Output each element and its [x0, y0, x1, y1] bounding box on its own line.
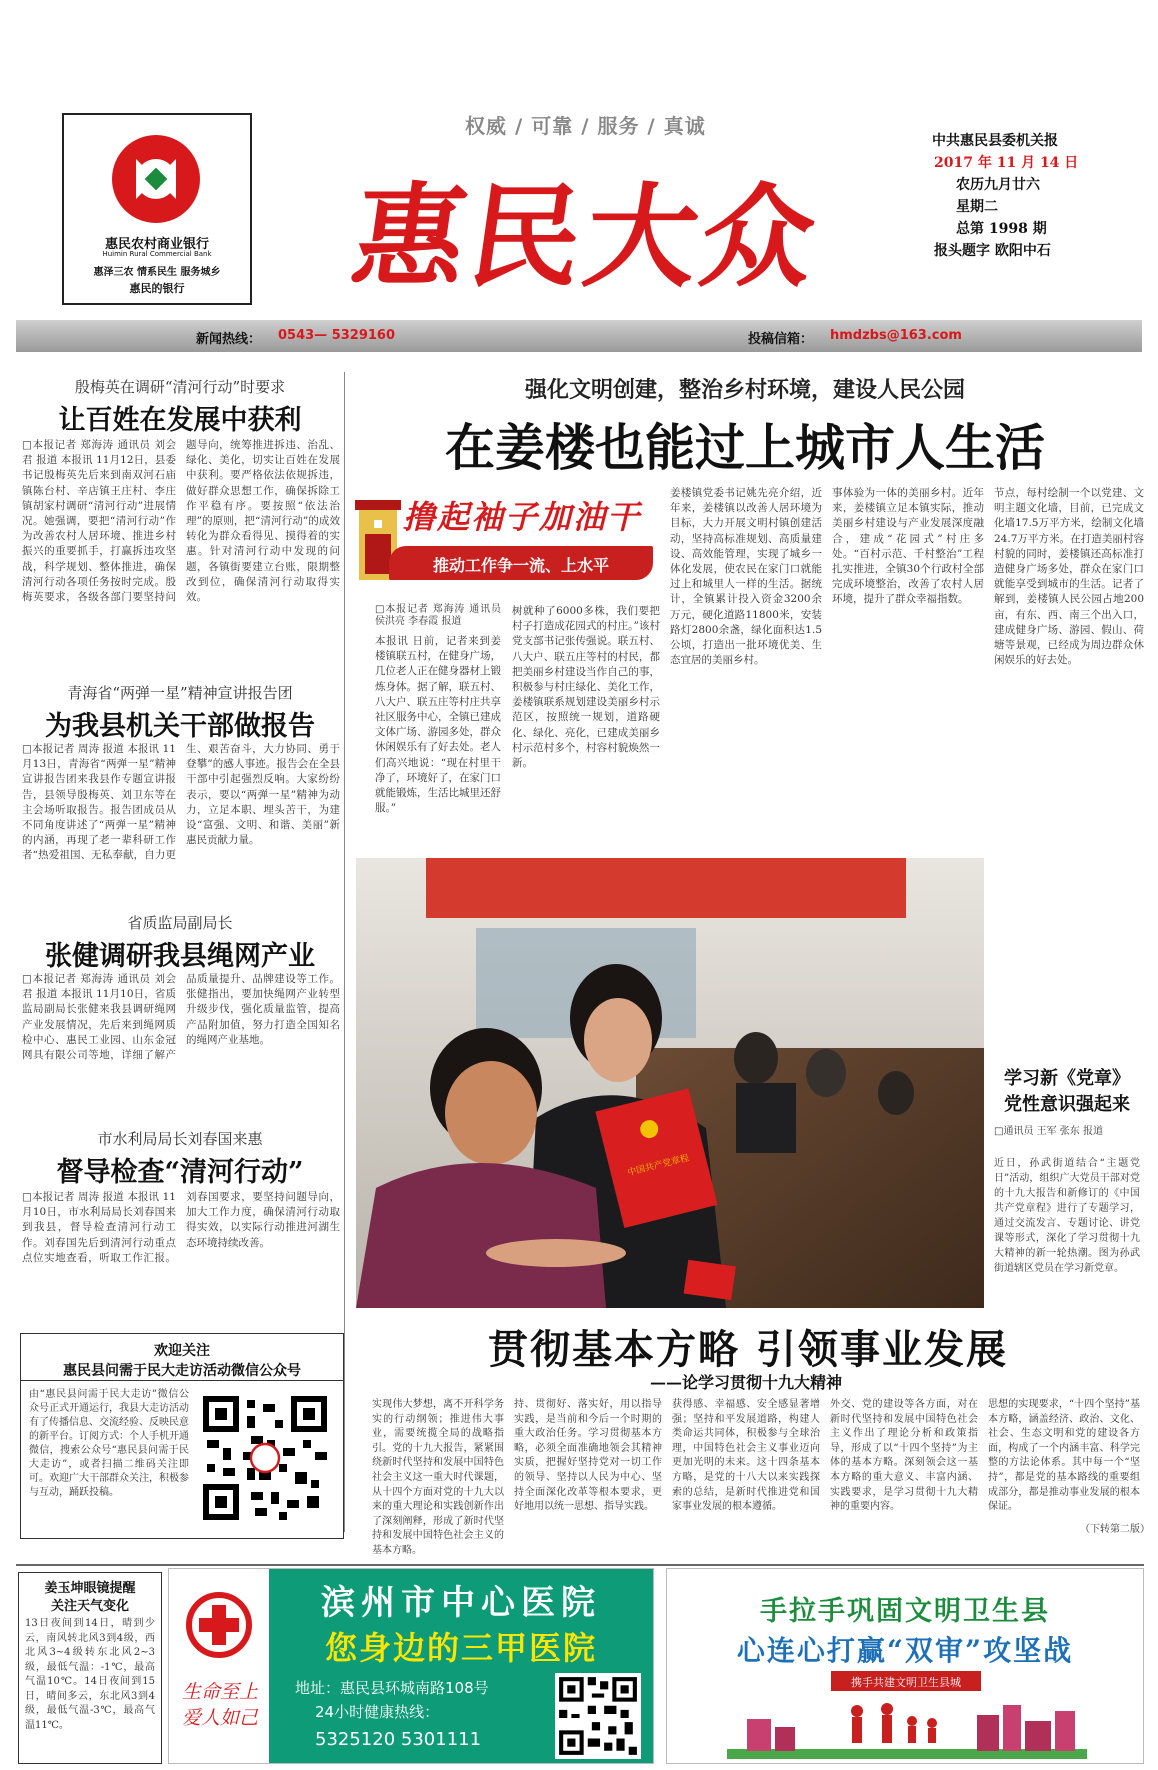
weather-body: 13日夜间到14日，晴到少云，南风转北风3到4级，西北风3~4级转东北风2~3级，最低气温：-1℃，最高气温10℃。14日夜间到15日，晴间多云，东北风3到4级，最低气温-3℃，最高气温11℃。 — [25, 1618, 155, 1731]
caption-body: 近日，孙武街道结合“主题党日”活动，组织广大党员干部对党的十九大报告和新修订的《中国共产党章程》进行了专题学习，通过交流发言、专题讨论、讲党课等形式，深化了学习贯彻十九大精神的新一轮热潮。图为孙武街道辖区党员在学习新党章。 — [994, 1158, 1140, 1274]
a3-body: □本报记者 郑海涛 通讯员 刘会君 报道 本报讯 11月10日，省质监局副局长张健来我县调研绳网产业发展情况，先后来到绳网质检中心、惠民工业园、山东金冠网具有限公司等地，详细了解产品质量提升、品牌建设等工作。张健指出，要加快绳网产业转型升级步伐，强化质量监管，提高产品附加值，努力打造全国知名的绳网产业基地。 — [22, 973, 340, 1062]
bank-logo-icon — [100, 129, 212, 229]
email-value[interactable]: hmdzbs@163.com — [830, 328, 962, 343]
photo-illustration — [356, 858, 984, 1308]
lead-col5: 节点，每村绘制一个以党建、文明主题文化墙，目前，已完成文化墙17.5万平方米，绘制文化墙24.7万平方米。在打造美丽村容村貌的同时，姜楼镇还高标准打造健身广场多处，群众在家门口就能享受到城市的生活。记者了解到，姜楼镇人民公园占地200亩，有东、西、南三个出入口，建成健身广场、游园、假山、荷塘等景观，已经成为周边群众休闲娱乐的好去处。 — [994, 487, 1144, 667]
family-city-icon — [727, 1697, 1087, 1759]
a1-kicker: 殷梅英在调研“清河行动”时要求 — [74, 378, 286, 396]
a1-body: □本报记者 郑海涛 通讯员 刘会君 报道 本报讯 11月12日，县委书记殷梅英先后来到南双河石庙镇陈台村、辛店镇王庄村、李庄镇胡家村调研“清河行动”进展情况。她强调，要把“清河行动”作为改善农村人居环境、推进乡村振兴的重要抓手，打赢拆违攻坚战，科学规划、整体推进，确保清河行动各项任务按时完成。殷梅英要求，各级各部门要坚持问题导向，统筹推进拆违、治乱、绿化、美化，切实让百姓在发展中获利。要严格依法依规拆违，做好群众思想工作，确保拆除工作平稳有序。要按照“依法治理”的原则，把“清河行动”的成效转化为群众看得见、摸得着的实惠。针对清河行动中发现的问题，各镇街要建立台账，限期整改到位，确保清河行动取得实效。 — [22, 439, 340, 604]
hospital-panel — [269, 1569, 653, 1763]
party-study-photo — [356, 858, 984, 1308]
a4-title: 督导检查“清河行动” — [56, 1157, 304, 1188]
lead-title: 在姜楼也能过上城市人生活 — [445, 419, 1045, 477]
a3-title: 张健调研我县绳网产业 — [45, 941, 315, 972]
banner-ribbon — [389, 546, 653, 580]
banner-sub: 推动工作争一流、上水平 — [432, 556, 609, 575]
weekday: 星期二 — [956, 199, 998, 215]
hospital-name: 滨州市中心医院 — [321, 1583, 601, 1623]
hospital-qr-code-icon[interactable] — [555, 1673, 641, 1759]
masthead-info — [928, 130, 1128, 262]
a3-kicker: 省质监局副局长 — [127, 914, 233, 932]
editorial-title: 贯彻基本方略 引领事业发展 — [488, 1326, 1008, 1373]
hospital-ad[interactable] — [168, 1568, 654, 1764]
lead-kicker: 强化文明创建，整治乡村环境，建设人民公园 — [524, 377, 965, 403]
notice-title: 欢迎关注 — [154, 1343, 210, 1359]
editorial-col3: 获得感、幸福感、安全感显著增强；坚持和平发展道路，构建人类命运共同体，积极参与全球治理，中国特色社会主义事业迈向更加光明的未来。这十四条基本方略，是党的十八大以来实践探索的总结，是新时代推进党和国家事业发展的根本遵循。 — [672, 1399, 820, 1513]
weather-title: 姜玉坤眼镜提醒 — [44, 1581, 136, 1596]
bank-name: 惠民农村商业银行 — [104, 237, 209, 252]
email-label: 投稿信箱： — [748, 332, 814, 347]
banner-script: 撸起袖子加油干 — [403, 498, 642, 536]
hotline-bar — [16, 320, 1142, 352]
hospital-slogan: 您身边的三甲医院 — [324, 1629, 597, 1667]
civic-line1: 手拉手巩固文明卫生县 — [760, 1596, 1050, 1627]
a2-body: □本报记者 周涛 报道 本报讯 11月13日，青海省“两弹一星”精神宣讲报告团来我县作专题宣讲报告，县领导殷梅英、刘卫东等在主会场听取报告。报告团成员从不同角度讲述了“两弹一星”精神的内涵，再现了老一辈科研工作者“热爱祖国、无私奉献，自力更生、艰苦奋斗，大力协同、勇于登攀”的感人事迹。报告会在全县干部中引起强烈反响。大家纷纷表示，要以“两弹一星”精神为动力，立足本职、埋头苦干，为建设“富强、文明、和谐、美丽”新惠民贡献力量。 — [22, 743, 340, 862]
hospital-phones[interactable]: 5325120 5301111 — [315, 1729, 482, 1750]
continued-note: （下转第二版） — [1080, 1524, 1150, 1535]
wechat-qr-code-icon[interactable] — [199, 1392, 331, 1524]
a1-title: 让百姓在发展中获利 — [58, 405, 302, 436]
a2-title: 为我县机关干部做报告 — [45, 711, 315, 742]
lunar-date: 农历九月廿六 — [956, 177, 1040, 193]
hospital-hotline-label: 24小时健康热线： — [315, 1703, 440, 1721]
hospital-address: 地址：惠民县环城南路108号 — [295, 1679, 489, 1697]
title-credit: 报头题字 欧阳中石 — [934, 243, 1051, 259]
red-book-label: 中国共产党章程 — [626, 1153, 691, 1179]
editorial-col5: 思想的实现要求，“十四个坚持”基本方略，涵盖经济、政治、文化、社会、生态文明和党的建设各方面，构成了一个内涵丰富、科学完整的方法论体系。其中每一个“坚持”，都是党的基本路线的重要组成部分，都是推动事业发展的根本保证。 — [988, 1399, 1140, 1513]
caption-byline: □通讯员 王军 张东 报道 — [994, 1126, 1103, 1137]
editorial-col1: 实现伟大梦想，离不开科学务实的行动纲领；推进伟大事业，需要统揽全局的战略指引。党的十九大报告，紧紧围绕新时代坚持和发展中国特色社会主义这一重大时代课题，从十四个方面对党的十九大以来的重大理论和实践创新作出了深刻阐释，形成了新时代坚持和发展中国特色社会主义的基本方略。 — [372, 1399, 504, 1556]
sponsor-logo-box — [62, 113, 252, 305]
lead-col1: 本报讯 日前，记者来到姜楼镇联五村，在健身广场，几位老人正在健身器材上锻炼身体。据了解，联五村、八大户、联五庄等村庄共享社区服务中心，全镇已建成文体广场、游园多处，群众休闲娱乐有了好去处。老人们高兴地说：“现在村里干净了，环境好了，在家门口就能锻炼，生活比城里还舒服。” — [375, 635, 501, 815]
civic-campaign-ad — [666, 1568, 1144, 1764]
a4-body: □本报记者 周涛 报道 本报讯 11月10日，市水利局局长刘春国来到我县，督导检查清河行动工作。刘春国先后到清河行动重点点位实地查看，听取工作汇报。刘春国要求，要坚持问题导向，加大工作力度，确保清河行动取得实效，以实际行动推进河湖生态环境持续改善。 — [22, 1191, 340, 1264]
photo-caption — [994, 1066, 1140, 1306]
a2-kicker: 青海省“两弹一星”精神宣讲报告团 — [67, 684, 293, 702]
campaign-banner — [355, 486, 655, 596]
lead-col2: 树就种了6000多株，我们要把村子打造成花园式的村庄。”该村党支部书记张传强说。联五村、八大户、联五庄等村的村民，都把美丽乡村建设当作自己的事，积极参与村庄绿化、美化工作，姜楼镇联系规划建设美丽乡村示范区，按照统一规划，道路硬化、绿化、亮化，已建成美丽乡村示范村多个，村容村貌焕然一新。 — [512, 605, 660, 770]
masthead-motto: 权威 / 可靠 / 服务 / 真诚 — [465, 114, 706, 138]
editorial-col2: 持、贯彻好、落实好，用以指导实践，是当前和今后一个时期的重大政治任务。学习贯彻基本方略，必须全面准确地领会其精神实质，把握好坚持党对一切工作的领导、坚持以人民为中心、坚持全面深化改革等根本要求，更好地用以统一思想、指导实践。 — [514, 1399, 662, 1513]
bank-slogan-2: 惠民的银行 — [129, 282, 185, 295]
hospital-script: 生命至上 爱人如己 — [181, 1681, 258, 1729]
bank-slogan: 惠泽三农 情系民生 服务城乡 — [93, 267, 221, 278]
issue-number: 总第 1998 期 — [956, 221, 1047, 237]
notice-subtitle: 惠民县问需于民大走访活动微信公众号 — [63, 1363, 301, 1379]
issue-date: 2017 年 11 月 14 日 — [934, 155, 1079, 171]
lead-col4: 事体验为一体的美丽乡村。近年来，姜楼镇立足本镇实际，推动美丽乡村建设与产业发展深度融合，建成“花园式”村庄多处。“百村示范、千村整治”工程扎实推进，全镇30个行政村全部完成环境整治，改善了农村人居环境，提升了群众幸福指数。 — [832, 487, 984, 606]
lead-byline: □本报记者 郑海涛 通讯员 侯洪亮 李春霞 报道 — [375, 604, 501, 627]
civic-tag-text: 携手共建文明卫生县城 — [851, 1676, 961, 1689]
civic-tag — [831, 1671, 981, 1691]
lead-col3: 姜楼镇党委书记姚先亮介绍，近年来，姜楼镇以改善人居环境为目标，大力开展文明村镇创建活动，坚持高标准规划、高质量建设、高效能管理，实现了城乡一体化发展，使农民在家门口就能过上和城里人一样的生活。据统计，全镇累计投入资金3200余万元，硬化道路11800米，安装路灯2800余盏，绿化面积达1.5公顷，打造出一批环境优美、生态宜居的美丽乡村。 — [670, 487, 822, 667]
weather-subtitle: 关注天气变化 — [50, 1599, 129, 1614]
bank-name-en: Huimin Rural Commercial Bank — [102, 250, 212, 258]
publisher: 中共惠民县委机关报 — [932, 133, 1058, 149]
editorial-col4: 外交、党的建设等各方面，对在新时代坚持和发展中国特色社会主义作出了理论分析和政策指导，形成了以“十四个坚持”为主体的基本方略。深刻领会这一基本方略的重大意义、丰富内涵、实践要求，是学习贯彻十九大精神的重要内容。 — [830, 1399, 978, 1513]
editorial-subtitle: ——论学习贯彻十九大精神 — [650, 1373, 843, 1392]
notice-body: 由“惠民县问需于民大走访”微信公众号正式开通运行，我县大走访活动有了传播信息、交流经验、反映民意的新平台。订阅方式：个人手机开通微信，搜索公众号“惠民县问需于民大走访”，或者扫描二维码关注即可。欢迎广大干部群众关注，积极参与互动，踊跃投稿。 — [29, 1389, 189, 1498]
caption-title: 学习新《党章》 党性意识强起来 — [1004, 1068, 1130, 1115]
hotline-value: 0543— 5329160 — [278, 328, 396, 343]
wechat-notice-box — [20, 1333, 344, 1539]
newspaper-title: 惠民大众 — [344, 172, 827, 303]
hotline-label: 新闻热线： — [196, 332, 262, 347]
weather-box — [18, 1572, 162, 1764]
hospital-logo-icon — [185, 1591, 253, 1659]
a4-kicker: 市水利局局长刘春国来惠 — [97, 1130, 263, 1148]
civic-line2: 心连心打赢“双审”攻坚战 — [736, 1634, 1074, 1667]
